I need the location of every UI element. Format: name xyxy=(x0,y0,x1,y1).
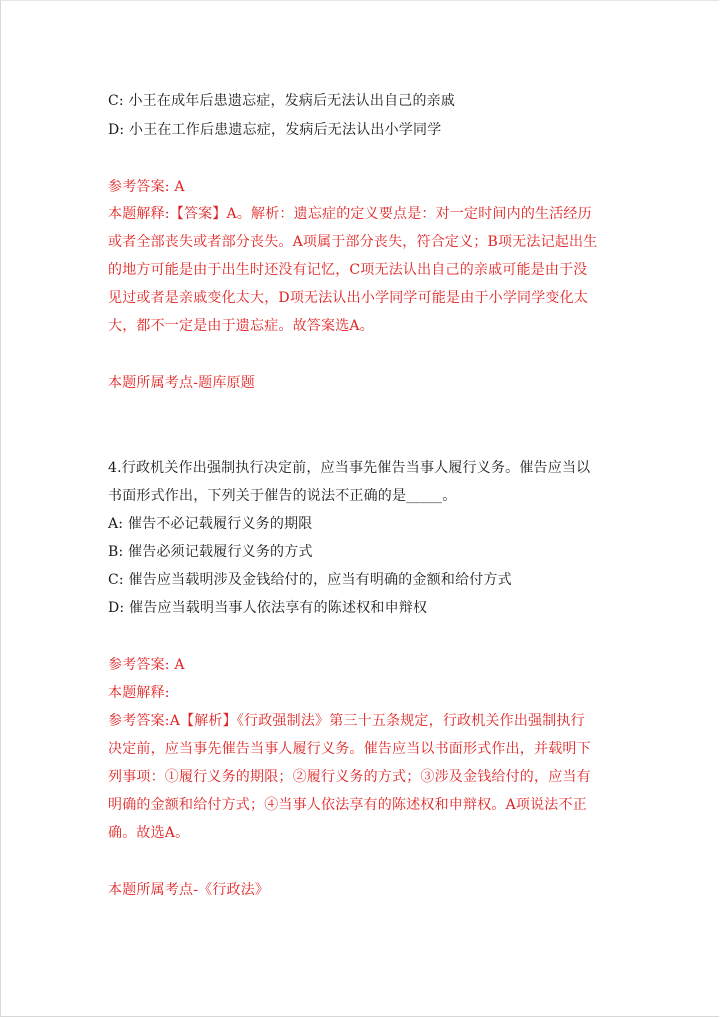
q3-option-d: D: 小王在工作后患遗忘症，发病后无法认出小学同学 xyxy=(108,122,442,138)
q4-option-b: B: 催告必须记载履行义务的方式 xyxy=(108,544,313,560)
q4-explanation-line: 决定前，应当事先催告当事人履行义务。催告应当以书面形式作出，并载明下 xyxy=(108,741,591,757)
q4-option-a: A: 催告不必记载履行义务的期限 xyxy=(108,516,313,532)
q4-explanation-line: 明确的金额和给付方式；④当事人依法享有的陈述权和申辩权。A项说法不正 xyxy=(108,797,587,813)
q3-topic: 本题所属考点-题库原题 xyxy=(108,375,255,391)
q4-explanation-label: 本题解释: xyxy=(108,685,170,701)
q3-answer: 参考答案: A xyxy=(108,179,185,195)
q4-option-c: C: 催告应当载明涉及金钱给付的，应当有明确的金额和给付方式 xyxy=(108,572,512,588)
q4-topic: 本题所属考点-《行政法》 xyxy=(108,882,270,898)
q4-stem-line: 4.行政机关作出强制执行决定前，应当事先催告当事人履行义务。催告应当以 xyxy=(108,460,591,476)
q4-answer: 参考答案: A xyxy=(108,657,185,673)
q3-explanation-line: 的地方可能是由于出生时还没有记忆，C项无法认出自己的亲戚可能是由于没 xyxy=(108,262,588,278)
q4-option-d: D: 催告应当载明当事人依法享有的陈述权和申辩权 xyxy=(108,600,428,616)
q3-explanation-line: 本题解释:【答案】A。解析：遗忘症的定义要点是：对一定时间内的生活经历 xyxy=(108,206,592,222)
q4-explanation-line: 参考答案:A【解析】《行政强制法》第三十五条规定，行政机关作出强制执行 xyxy=(108,713,585,729)
q4-explanation-line: 列事项：①履行义务的期限；②履行义务的方式；③涉及金钱给付的，应当有 xyxy=(108,769,591,785)
q3-option-c: C: 小王在成年后患遗忘症，发病后无法认出自己的亲戚 xyxy=(108,93,456,109)
q4-stem-line: 书面形式作出，下列关于催告的说法不正确的是_____。 xyxy=(108,488,457,504)
q3-explanation-line: 大，都不一定是由于遗忘症。故答案选A。 xyxy=(108,318,374,334)
q3-explanation-line: 见过或者是亲戚变化太大，D项无法认出小学同学可能是由于小学同学变化太 xyxy=(108,290,589,306)
q4-explanation-line: 确。故选A。 xyxy=(108,825,190,841)
q3-explanation-line: 或者全部丧失或者部分丧失。A项属于部分丧失，符合定义；B项无法记起出生 xyxy=(108,234,598,250)
